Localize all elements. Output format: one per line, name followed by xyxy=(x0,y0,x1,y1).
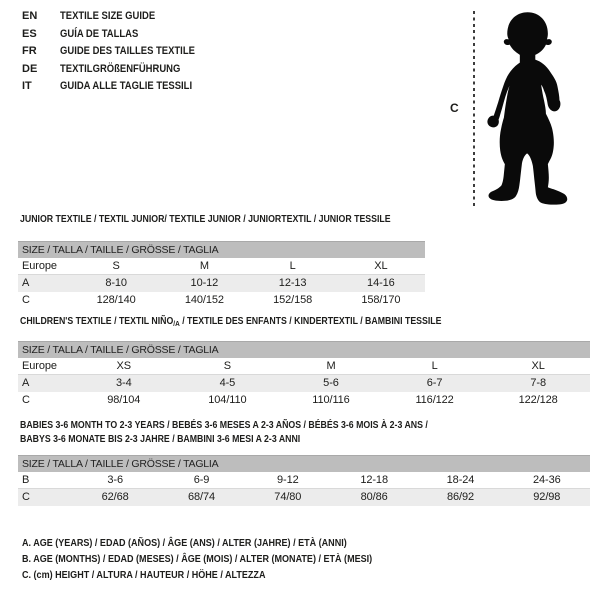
row-label: A xyxy=(22,277,30,289)
table-row-europe xyxy=(18,358,590,375)
table-row-c xyxy=(18,489,590,506)
language-item xyxy=(22,61,217,79)
table-title: BABYS 3-6 MONATE BIS 2-3 JAHRE / BAMBINI 3-6 MESI A 2-3 ANNI xyxy=(20,434,301,445)
language-code: ES xyxy=(22,27,37,40)
title-subscript: /A xyxy=(173,319,180,328)
toddler-silhouette-image xyxy=(486,9,573,207)
language-label: GUIDE DES TAILLES TEXTILE xyxy=(60,45,195,58)
size-cell: 4-5 xyxy=(219,377,236,389)
size-cell: 86/92 xyxy=(446,491,474,503)
language-item xyxy=(22,43,217,61)
table-row-a xyxy=(18,375,590,392)
table-row-a xyxy=(18,275,425,292)
size-header-bar: SIZE / TALLA / TAILLE / GRÖSSE / TAGLIA xyxy=(18,455,590,472)
language-code: FR xyxy=(22,45,37,58)
size-cell: 80/86 xyxy=(360,491,388,503)
footnote-c: C. (cm) HEIGHT / ALTURA / HAUTEUR / HÖHE / ALTEZZA xyxy=(22,569,266,581)
size-cell: 3-6 xyxy=(107,474,123,486)
size-cell: 122/128 xyxy=(518,394,558,406)
table-title: CHILDREN'S TEXTILE / TEXTIL NIÑO/A / TEXTILE DES ENFANTS / KINDERTEXTIL / BAMBINI TESSILE xyxy=(20,316,442,328)
table-row-europe xyxy=(18,258,425,275)
size-cell: 140/152 xyxy=(184,294,224,306)
language-item xyxy=(22,78,217,96)
size-cell: 3-4 xyxy=(115,377,132,389)
size-cell: 152/158 xyxy=(273,294,313,306)
language-label: TEXTILGRÖßENFÜHRUNG xyxy=(60,62,181,75)
table-row-c xyxy=(18,292,425,309)
language-label: TEXTILE SIZE GUIDE xyxy=(60,10,156,22)
size-header-bar: SIZE / TALLA / TAILLE / GRÖSSE / TAGLIA xyxy=(18,241,425,258)
size-cell: M xyxy=(326,360,336,372)
row-label: C xyxy=(22,294,30,306)
row-label: B xyxy=(22,474,30,486)
language-item xyxy=(22,8,217,26)
size-cell: 68/74 xyxy=(187,491,215,503)
row-label: Europe xyxy=(22,260,57,272)
row-label: C xyxy=(22,394,30,406)
size-cell: 92/98 xyxy=(533,491,561,503)
junior-size-table xyxy=(18,213,425,309)
size-cell: L xyxy=(289,260,296,272)
size-cell: 104/110 xyxy=(208,394,247,406)
size-cell: XL xyxy=(531,360,545,372)
table-row-b xyxy=(18,472,590,489)
row-label: C xyxy=(22,491,30,503)
language-code: IT xyxy=(22,80,32,93)
size-cell: 8-10 xyxy=(105,277,127,289)
row-label: A xyxy=(22,377,30,389)
height-measure-line xyxy=(473,11,475,208)
children-size-table xyxy=(18,315,590,409)
language-label: GUÍA DE TALLAS xyxy=(60,27,139,40)
size-cell: 116/122 xyxy=(415,394,454,406)
footnote-a: A. AGE (YEARS) / EDAD (AÑOS) / ÂGE (ANS) / ALTER (JAHRE) / ETÀ (ANNI) xyxy=(22,537,347,549)
size-cell: 158/170 xyxy=(361,294,401,306)
size-cell: 110/116 xyxy=(312,394,350,406)
size-cell: M xyxy=(199,260,209,272)
language-item xyxy=(22,26,217,44)
language-list xyxy=(22,8,217,96)
table-title: BABIES 3-6 MONTH TO 2-3 YEARS / BEBÉS 3-6 MESES A 2-3 AÑOS / BÉBÉS 3-6 MOIS À 2-3 ANS / xyxy=(20,420,428,431)
size-cell: 74/80 xyxy=(274,491,302,503)
size-cell: 9-12 xyxy=(277,474,299,486)
babies-size-table xyxy=(18,419,590,506)
size-header-bar: SIZE / TALLA / TAILLE / GRÖSSE / TAGLIA xyxy=(18,341,590,358)
size-cell: 98/104 xyxy=(107,394,141,406)
size-cell: S xyxy=(223,360,232,372)
language-label: GUIDA ALLE TAGLIE TESSILI xyxy=(60,80,193,93)
size-cell: 18-24 xyxy=(446,474,475,486)
table-row-c xyxy=(18,392,590,409)
language-code: DE xyxy=(22,62,38,75)
size-cell: XS xyxy=(116,360,132,372)
size-cell: L xyxy=(431,360,438,372)
footnotes xyxy=(22,535,429,583)
size-cell: 7-8 xyxy=(530,377,546,389)
size-cell: 6-7 xyxy=(426,377,443,389)
size-cell: 12-18 xyxy=(360,474,388,486)
height-measure-label: C xyxy=(450,101,459,115)
size-cell: 6-9 xyxy=(193,474,210,486)
size-cell: 5-6 xyxy=(323,377,339,389)
size-cell: 14-16 xyxy=(367,277,395,289)
size-cell: 10-12 xyxy=(190,277,219,289)
size-cell: 62/68 xyxy=(101,491,129,503)
row-label: Europe xyxy=(22,360,57,372)
language-code: EN xyxy=(22,10,38,22)
table-title: JUNIOR TEXTILE / TEXTIL JUNIOR/ TEXTILE JUNIOR / JUNIORTEXTIL / JUNIOR TESSILE xyxy=(20,214,391,225)
size-cell: 128/140 xyxy=(96,294,136,306)
footnote-b: B. AGE (MONTHS) / EDAD (MESES) / ÂGE (MOIS) / ALTER (MONATE) / ETÀ (MESI) xyxy=(22,553,373,565)
size-cell: 12-13 xyxy=(278,277,307,289)
size-cell: XL xyxy=(374,260,388,272)
size-cell: 24-36 xyxy=(532,474,561,486)
size-cell: S xyxy=(112,260,120,272)
